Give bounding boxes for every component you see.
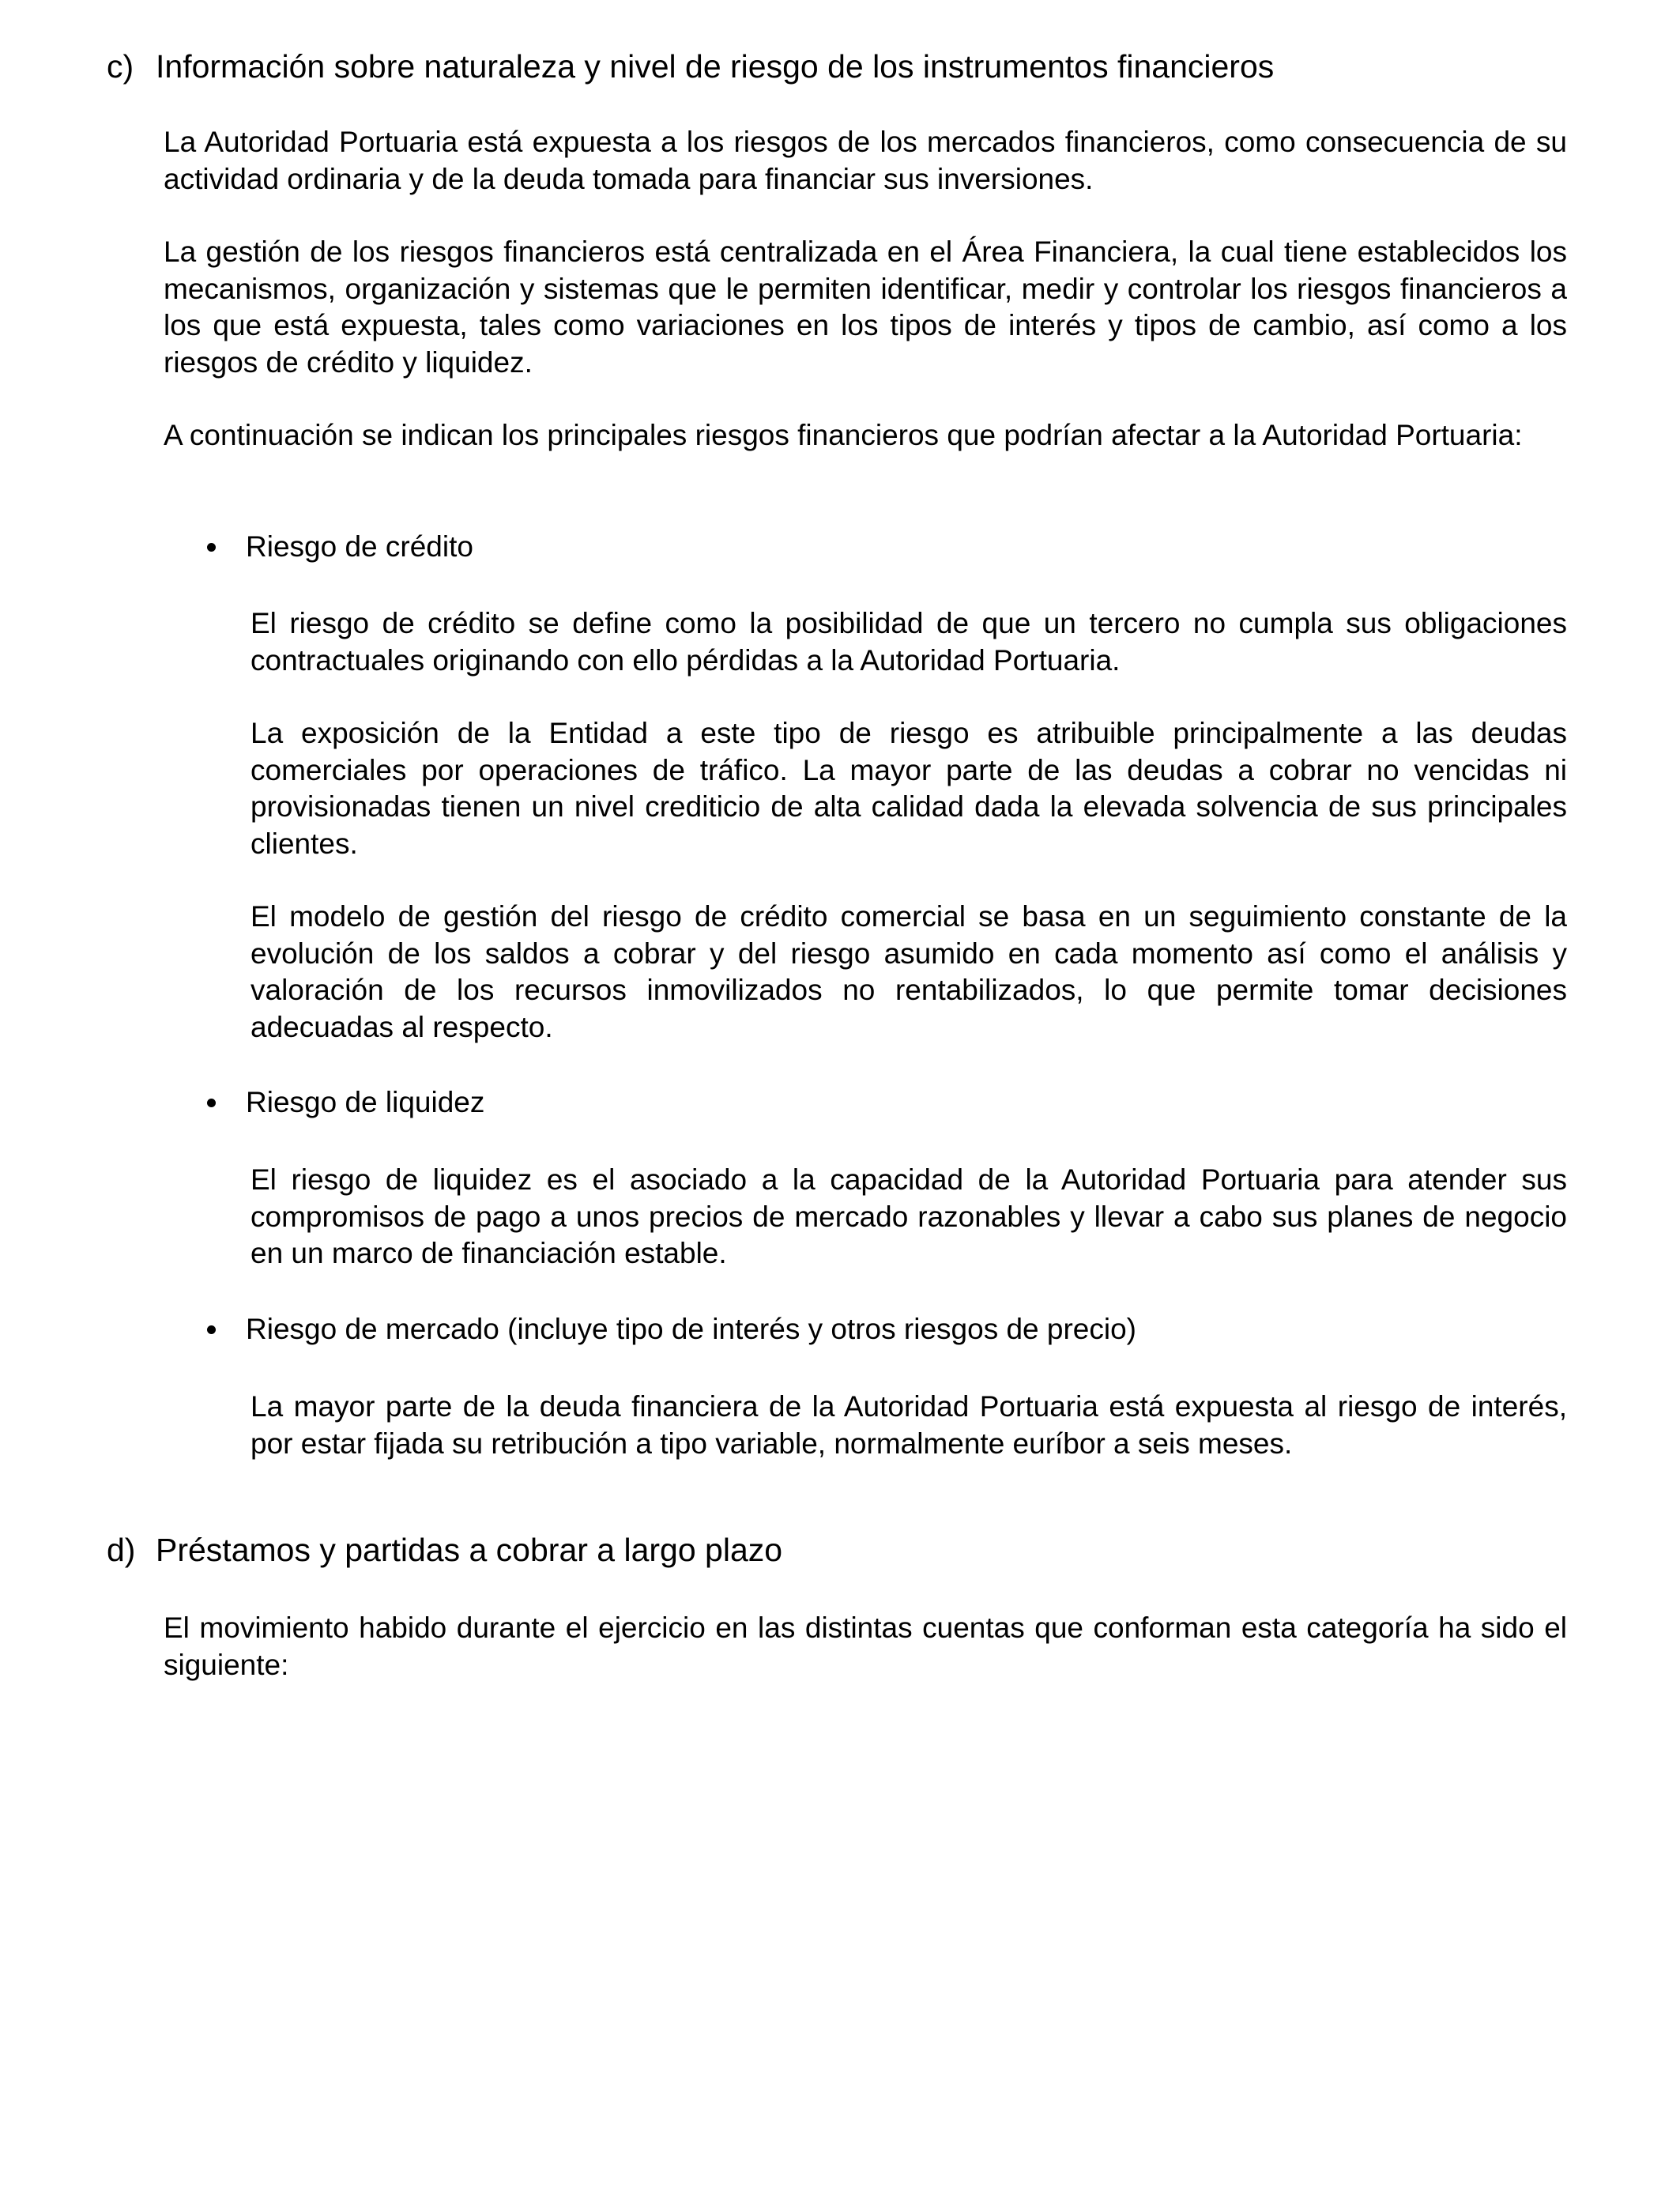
- section-c-paragraph-2: La gestión de los riesgos financieros está centralizada en el Área Financiera, la cual tiene establecidos los mecanismos, organización y sistemas que le permiten identificar, medir y controlar los riesgos financieros a los que está expuesta, tales como variaciones en los tipos de interés y tipos de cambio, así como a los riesgos de crédito y liquidez.: [164, 236, 1567, 379]
- section-d-paragraph-1: El movimiento habido durante el ejercicio en las distintas cuentas que conforman esta categoría ha sido el siguiente:: [164, 1612, 1567, 1681]
- risk-label-market: Riesgo de mercado (incluye tipo de interés y otros riesgos de precio): [246, 1313, 1137, 1345]
- market-risk-paragraph-1: La mayor parte de la deuda financiera de la Autoridad Portuaria está expuesta al riesgo de interés, por estar fijada su retribución a tipo variable, normalmente euríbor a seis meses.: [250, 1390, 1567, 1460]
- bullet-dot-icon: [207, 543, 216, 552]
- credit-risk-paragraph-3: El modelo de gestión del riesgo de crédito comercial se basa en un seguimiento constante de la evolución de los saldos a cobrar y del riesgo asumido en cada momento así como el análisis y valoración de los recursos inmovilizados no rentabilizados, lo que permite tomar decisiones adecuadas al respecto.: [250, 900, 1567, 1043]
- section-c-paragraph-1: La Autoridad Portuaria está expuesta a los riesgos de los mercados financieros, como consecuencia de su actividad ordinaria y de la deuda tomada para financiar sus inversiones.: [164, 126, 1567, 195]
- risk-label-liquidity: Riesgo de liquidez: [246, 1086, 485, 1118]
- credit-risk-paragraph-2: La exposición de la Entidad a este tipo de riesgo es atribuible principalmente a las deudas comerciales por operaciones de tráfico. La mayor parte de las deudas a cobrar no vencidas ni provisionadas tienen un nivel crediticio de alta calidad dada la elevada solvencia de sus principales clientes.: [250, 717, 1567, 860]
- liquidity-risk-paragraph-1: El riesgo de liquidez es el asociado a la capacidad de la Autoridad Portuaria para atender sus compromisos de pago a unos precios de mercado razonables y llevar a cabo sus planes de negocio en un marco de financiación estable.: [250, 1163, 1567, 1269]
- section-d-title: Préstamos y partidas a cobrar a largo plazo: [156, 1532, 783, 1568]
- section-c-heading: [107, 47, 1274, 85]
- section-c-title: Información sobre naturaleza y nivel de riesgo de los instrumentos financieros: [156, 48, 1275, 85]
- section-d-heading: [107, 1531, 782, 1569]
- section-c-letter: c): [107, 48, 134, 85]
- section-d-letter: d): [107, 1532, 136, 1568]
- bullet-dot-icon: [207, 1099, 216, 1107]
- section-c-paragraph-3: A continuación se indican los principales riesgos financieros que podrían afectar a la Autoridad Portuaria:: [164, 419, 1523, 451]
- risk-label-credit: Riesgo de crédito: [246, 530, 473, 563]
- bullet-dot-icon: [207, 1325, 216, 1334]
- credit-risk-paragraph-1: El riesgo de crédito se define como la posibilidad de que un tercero no cumpla sus obligaciones contractuales originando con ello pérdidas a la Autoridad Portuaria.: [250, 607, 1567, 677]
